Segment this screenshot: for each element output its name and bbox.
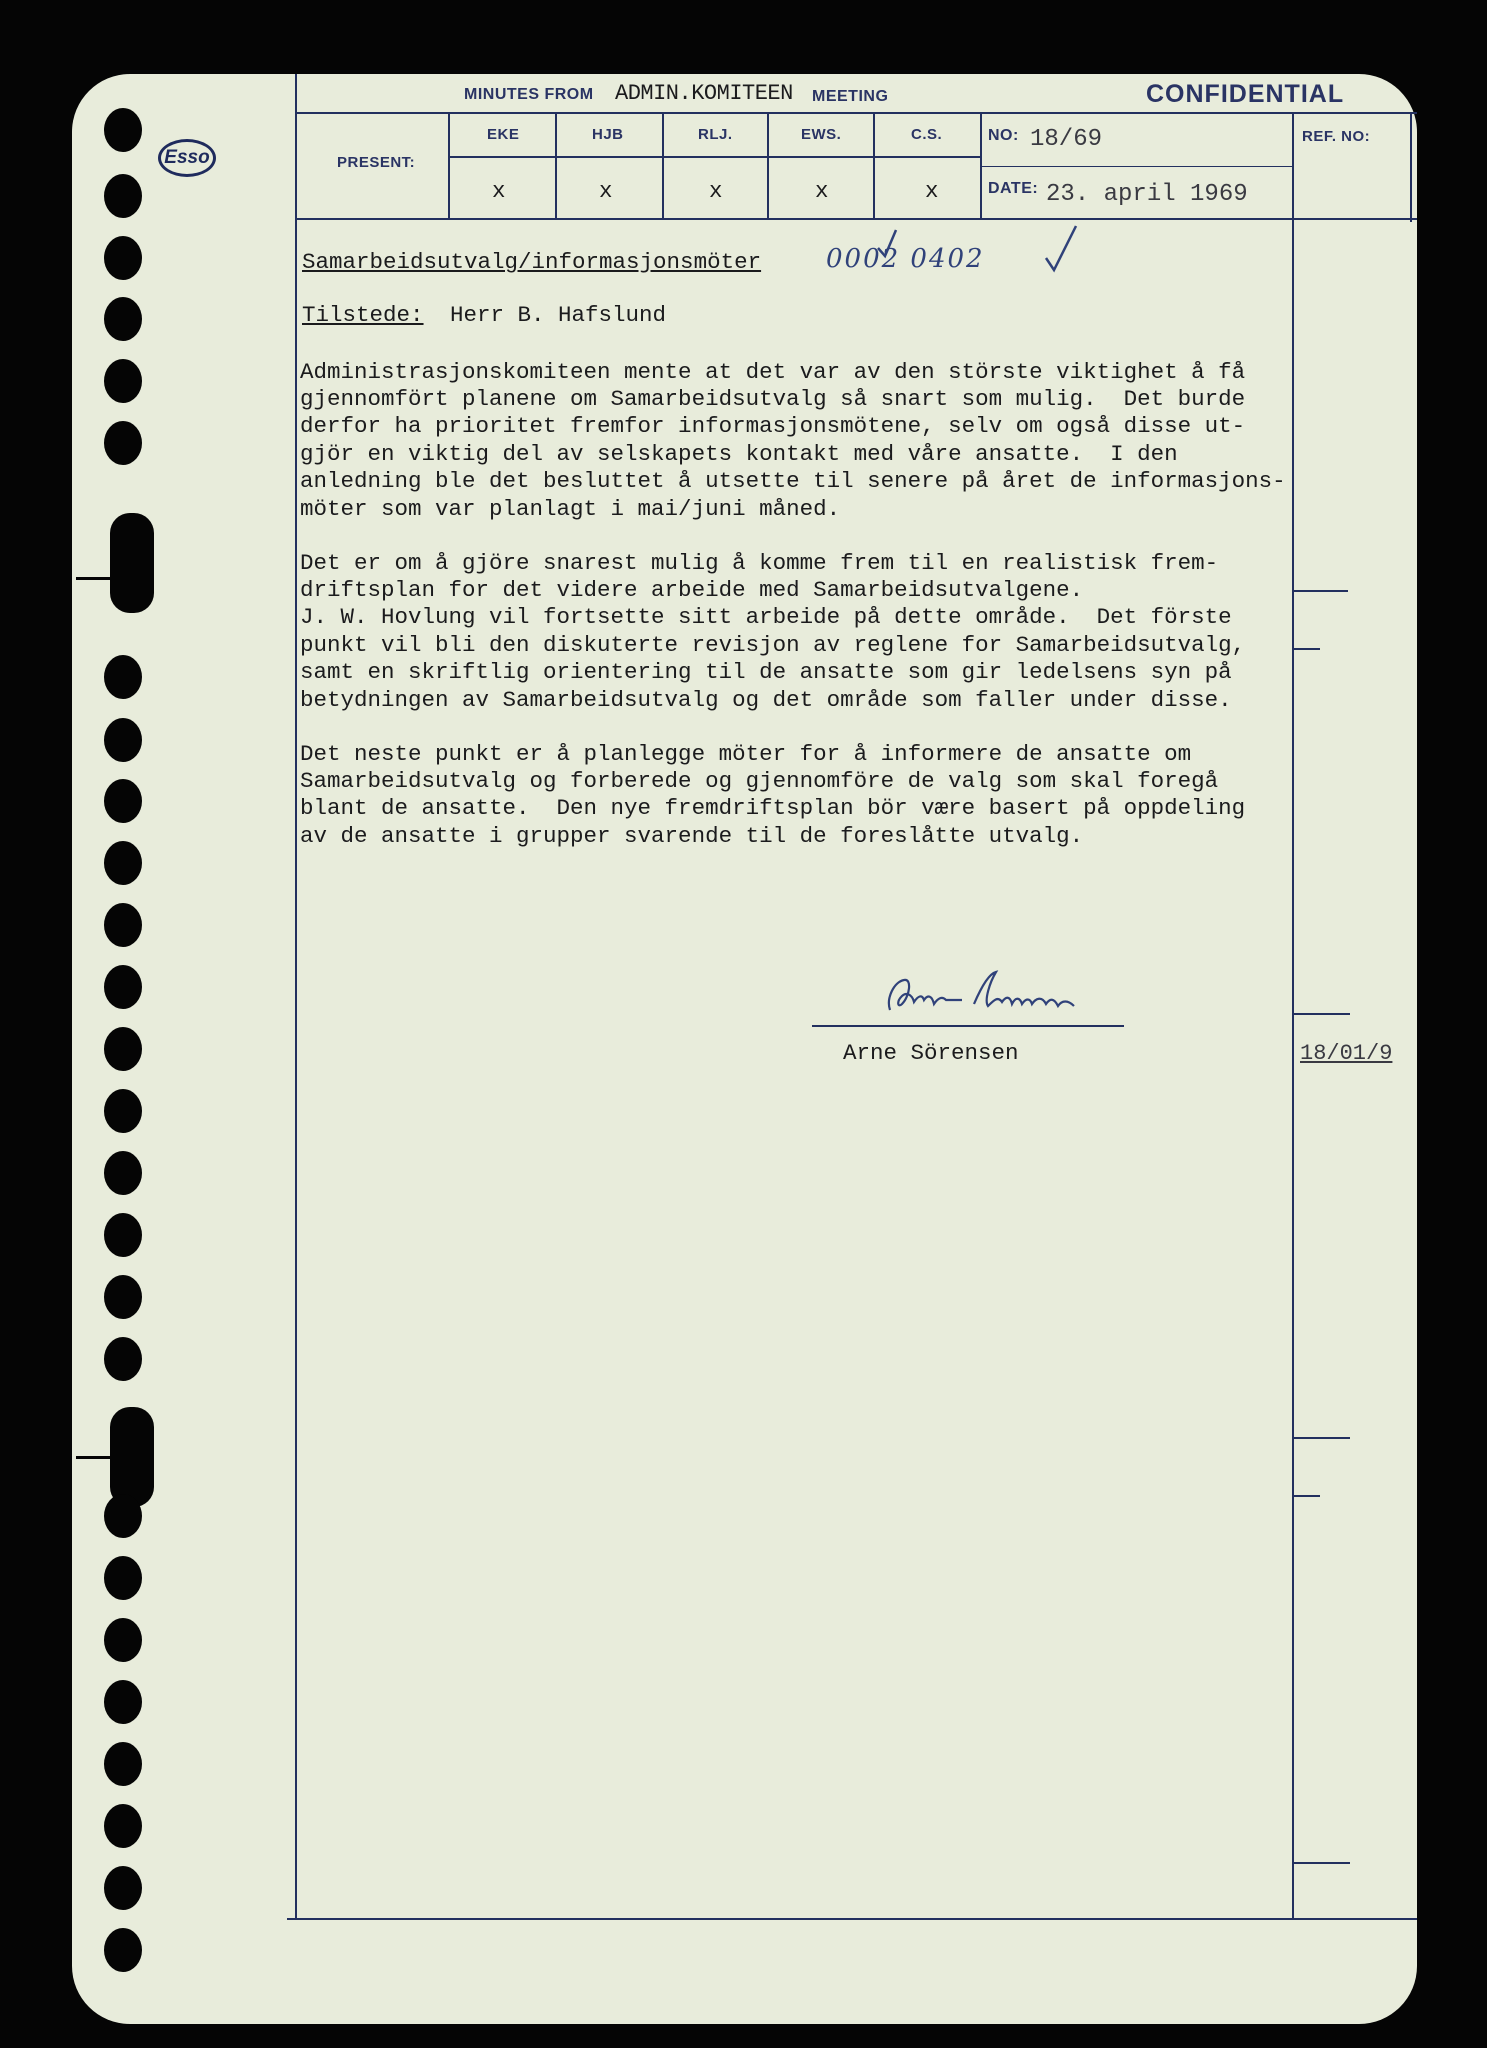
checkmark-icon <box>1046 226 1076 270</box>
attendance-mark: x <box>492 178 506 204</box>
binder-hole <box>104 841 142 885</box>
attendance-mark: x <box>599 178 613 204</box>
binder-hole <box>104 297 142 341</box>
bottom-rule <box>287 1918 1417 1920</box>
date-label: DATE: <box>988 180 1039 197</box>
ref-mark <box>1294 1437 1350 1439</box>
binder-hole <box>104 779 142 823</box>
header-divider <box>448 112 450 218</box>
ref-column-rule <box>1292 112 1294 1920</box>
meeting-date: 23. april 1969 <box>1046 181 1248 208</box>
binder-hole <box>104 1742 142 1786</box>
esso-logo <box>158 139 216 177</box>
binder-hole <box>104 1618 142 1662</box>
text-line: Samarbeidsutvalg og forberede og gjennomföre de valg som skal foregå <box>300 768 1219 794</box>
header-bottom-rule <box>295 218 1417 220</box>
minutes-number: 18/69 <box>1030 126 1103 153</box>
ref-mark <box>1294 1862 1350 1864</box>
binder-hole <box>104 1275 142 1319</box>
binder-hole <box>104 1213 142 1257</box>
present-label: PRESENT: <box>337 154 416 171</box>
binder-hole <box>104 965 142 1009</box>
logo-text: Esso <box>164 147 210 168</box>
attendee-initials: HJB <box>592 126 624 143</box>
text-line: derfor ha prioritet fremfor informasjonsmötene, selv om også disse ut- <box>300 413 1246 439</box>
ref-mark <box>1294 648 1320 650</box>
ref-note: 18/01/9 <box>1300 1041 1393 1066</box>
text-line: blant de ansatte. Den nye fremdriftsplan bör være basert på oppdeling <box>300 795 1246 821</box>
checkmark-icons <box>860 224 1080 274</box>
signature-stroke <box>889 980 962 1010</box>
header-divider <box>662 112 664 218</box>
no-label: NO: <box>988 127 1019 144</box>
attendance-mark: x <box>815 178 829 204</box>
punch-mark <box>76 1456 146 1459</box>
minutes-from-label: MINUTES FROM <box>464 86 594 103</box>
binder-hole <box>104 1866 142 1910</box>
binder-hole <box>104 1556 142 1600</box>
present-heading: Tilstede: <box>302 302 424 328</box>
left-margin-rule <box>295 74 297 1920</box>
binder-hole <box>104 174 142 218</box>
header-divider <box>873 112 875 218</box>
text-line: möter som var planlagt i mai/juni måned. <box>300 496 841 522</box>
binder-hole <box>104 359 142 403</box>
text-line: Det er om å gjöre snarest mulig å komme frem til en realistisk frem- <box>300 550 1219 576</box>
subject-heading: Samarbeidsutvalg/informasjonsmöter <box>302 249 762 275</box>
header-divider <box>980 112 982 218</box>
ref-mark <box>1294 590 1348 592</box>
attendee-initials: EKE <box>487 126 520 143</box>
attendance-mark: x <box>709 178 723 204</box>
binder-hole <box>104 421 142 465</box>
signatory-name: Arne Sörensen <box>843 1040 1019 1066</box>
binder-hole <box>104 718 142 762</box>
attendee-initials: EWS. <box>801 126 842 143</box>
right-header-rule <box>1410 112 1412 222</box>
attendee-initials: C.S. <box>911 126 943 143</box>
text-line: anledning ble det besluttet å utsette til senere på året de informasjons- <box>300 468 1286 494</box>
signature-line <box>812 1025 1124 1027</box>
text-line: gjör en viktig del av selskapets kontakt med våre ansatte. I den <box>300 441 1178 467</box>
ref-no-label: REF. NO: <box>1302 128 1371 145</box>
text-line: J. W. Hovlung vil fortsette sitt arbeide på dette område. Det förste <box>300 604 1232 630</box>
binder-hole <box>104 655 142 699</box>
text-line: av de ansatte i grupper svarende til de foreslåtte utvalg. <box>300 823 1084 849</box>
binder-hole <box>104 1494 142 1538</box>
binder-hole <box>104 108 142 152</box>
committee-name: ADMIN.KOMITEEN <box>615 81 793 106</box>
text-line: gjennomfört planene om Samarbeidsutvalg så snart som mulig. Det burde <box>300 386 1246 412</box>
signature-stroke <box>974 972 1074 1006</box>
binder-hole <box>104 1337 142 1381</box>
attendee-row-rule <box>448 156 980 158</box>
no-row-rule <box>980 166 1292 167</box>
checkmark-icon <box>878 230 896 256</box>
binder-hole <box>104 903 142 947</box>
ref-mark <box>1294 1495 1320 1497</box>
binder-hole <box>104 236 142 280</box>
binder-hole <box>104 1089 142 1133</box>
binder-hole <box>104 1680 142 1724</box>
attendee-initials: RLJ. <box>698 126 733 143</box>
present-value: Herr B. Hafslund <box>450 302 667 328</box>
header-divider <box>767 112 769 218</box>
header-divider <box>555 112 557 218</box>
handwritten-signature <box>884 960 1114 1030</box>
meeting-label: MEETING <box>812 88 889 105</box>
binder-hole <box>104 1928 142 1972</box>
text-line: driftsplan for det videre arbeide med Samarbeidsutvalgene. <box>300 577 1084 603</box>
text-line: betydningen av Samarbeidsutvalg og det område som faller under disse. <box>300 687 1232 713</box>
text-line: Det neste punkt er å planlegge möter for å informere de ansatte om <box>300 741 1192 767</box>
header-top-rule <box>295 112 1417 114</box>
attendance-mark: x <box>925 178 939 204</box>
binder-hole <box>104 1151 142 1195</box>
text-line: Administrasjonskomiteen mente at det var av den störste viktighet å få <box>300 359 1246 385</box>
binder-hole <box>104 1804 142 1848</box>
binder-slot <box>110 513 154 613</box>
text-line: samt en skriftlig orientering til de ansatte som gir ledelsens syn på <box>300 659 1232 685</box>
handwritten-codes: 0002 0402 <box>826 244 985 274</box>
confidential-label: CONFIDENTIAL <box>1146 80 1345 108</box>
binder-hole <box>104 1027 142 1071</box>
ref-mark <box>1294 1013 1350 1015</box>
punch-mark <box>76 577 146 580</box>
text-line: punkt vil bli den diskuterte revisjon av reglene for Samarbeidsutvalg, <box>300 632 1246 658</box>
